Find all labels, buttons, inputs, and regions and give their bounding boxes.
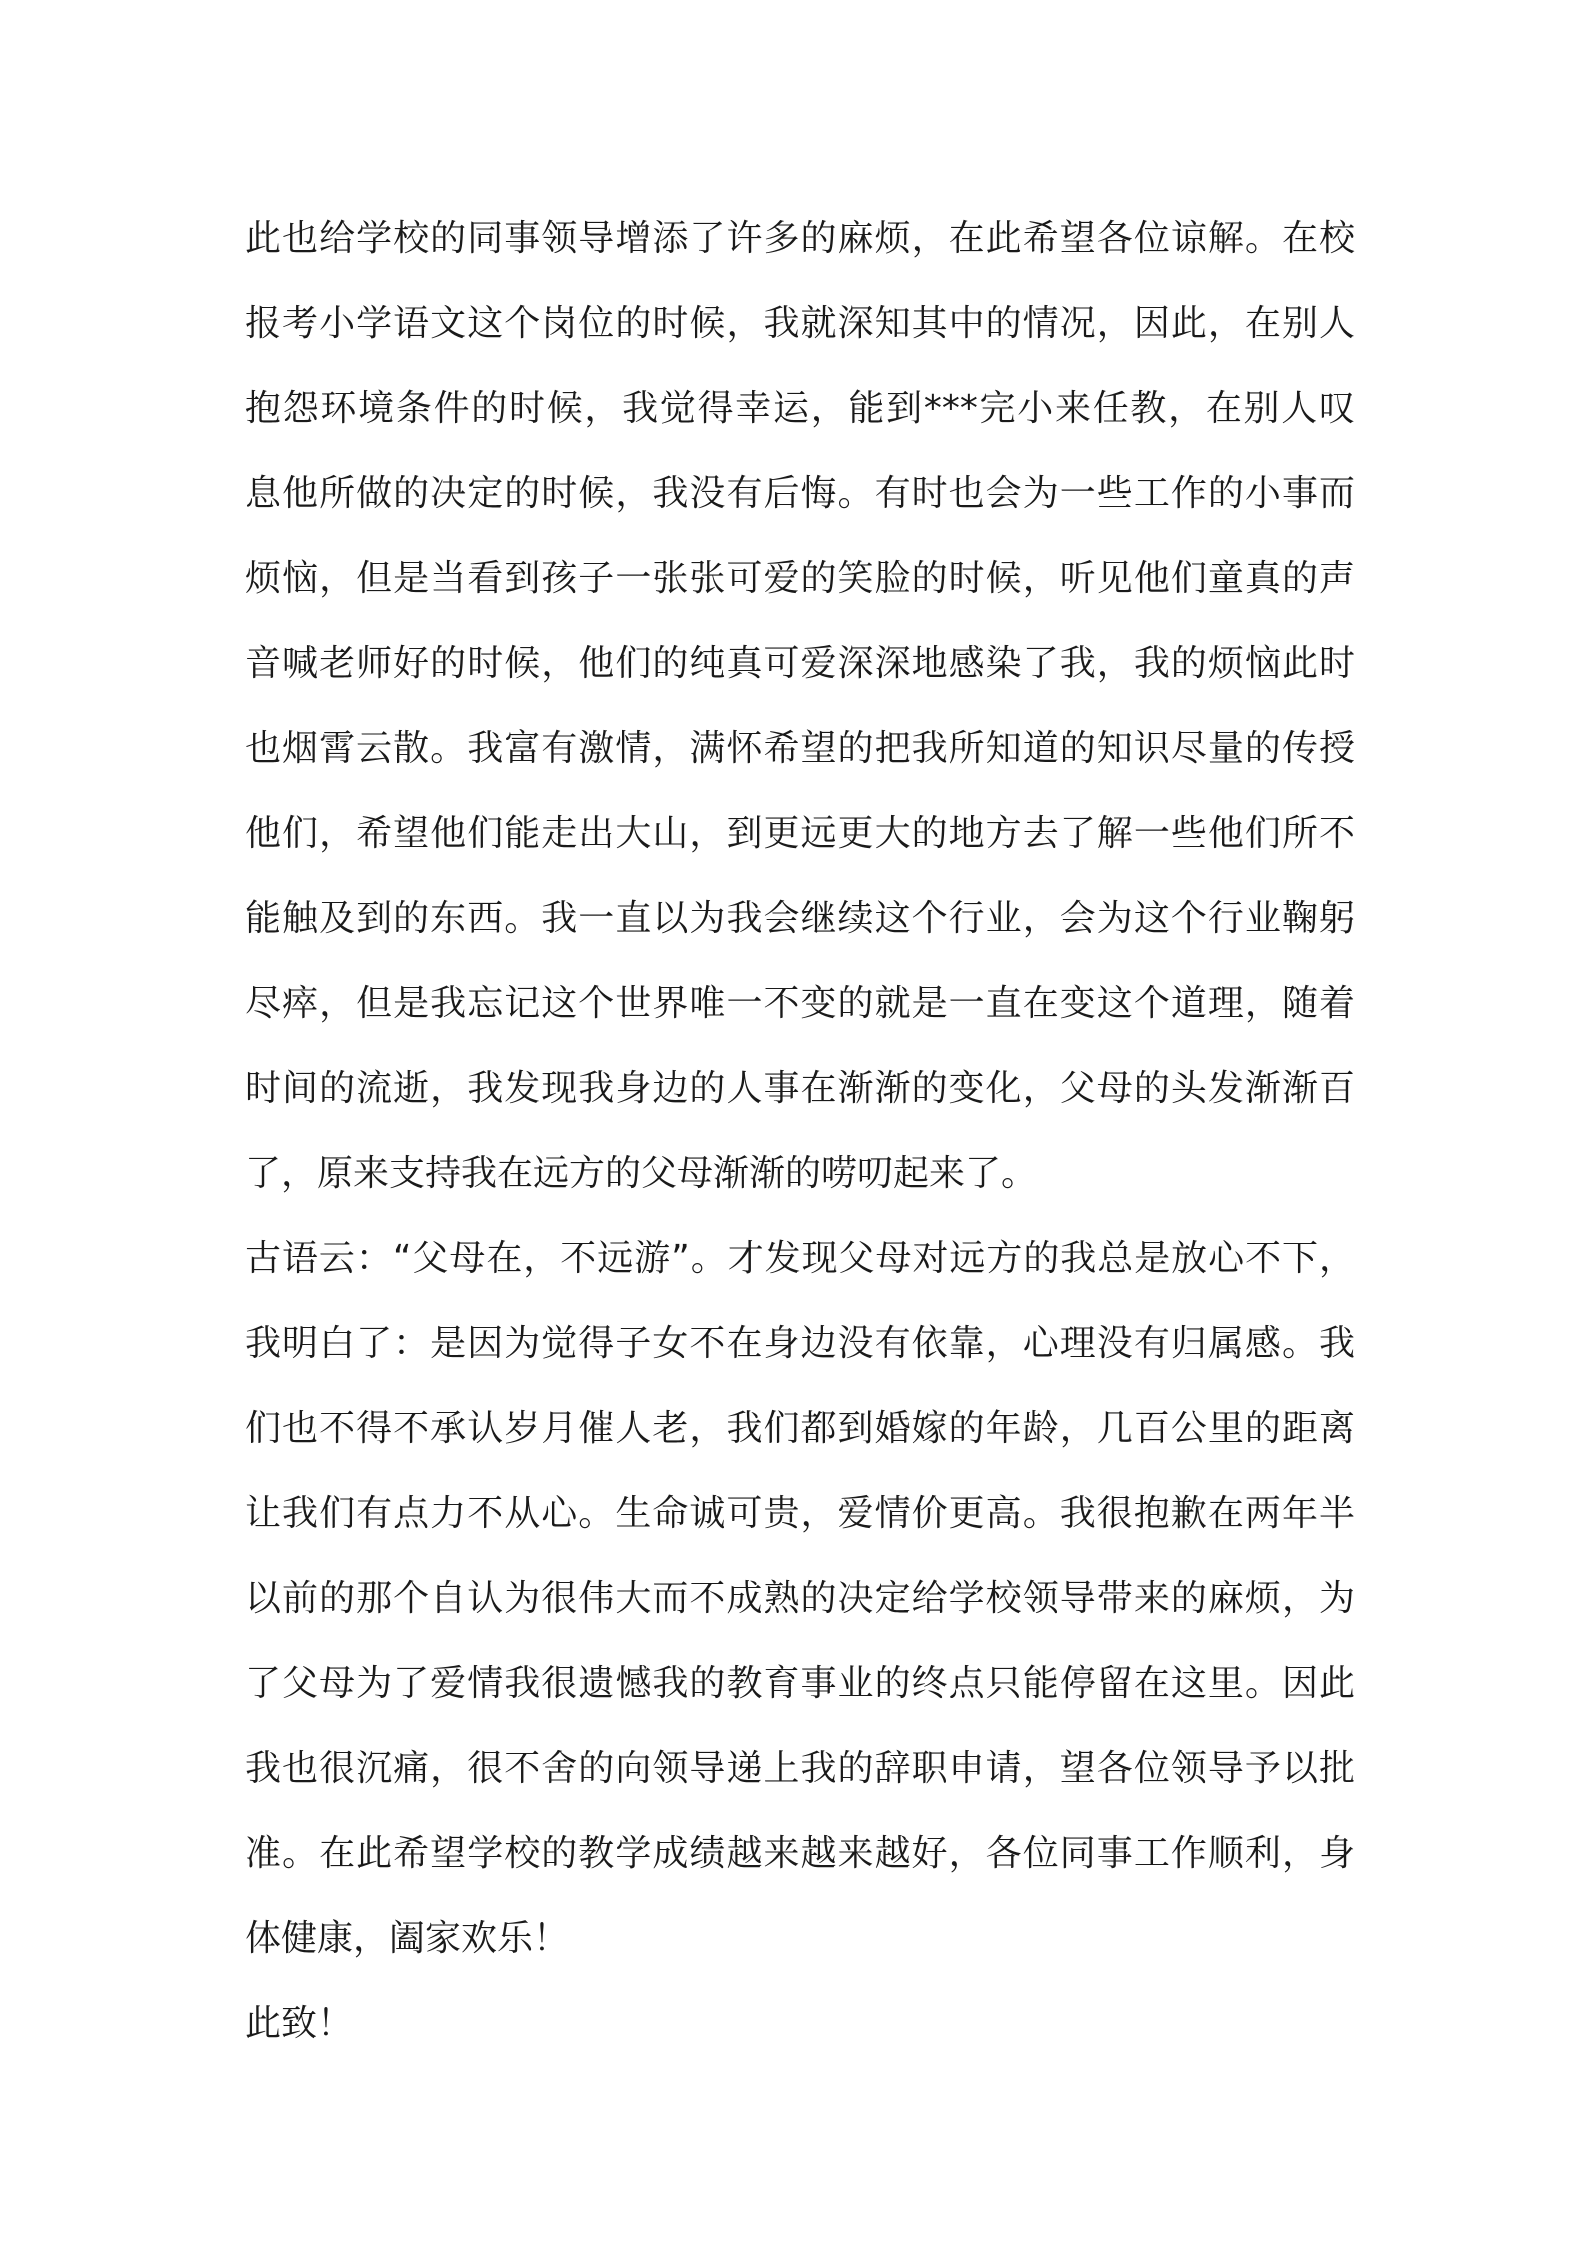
text-line: 了父母为了爱情我很遗憾我的教育事业的终点只能停留在这里。因此 xyxy=(245,1663,1355,1704)
text-line: 抱怨环境条件的时候，我觉得幸运，能到***完小来任教，在别人叹 xyxy=(245,388,1355,429)
text-line: 我也很沉痛，很不舍的向领导递上我的辞职申请，望各位领导予以批 xyxy=(245,1748,1355,1789)
text-line: 古语云：“父母在，不远游”。才发现父母对远方的我总是放心不下， xyxy=(245,1238,1355,1279)
text-line: 息他所做的决定的时候，我没有后悔。有时也会为一些工作的小事而 xyxy=(245,473,1355,514)
text-line: 体健康，阖家欢乐！ xyxy=(245,1918,570,1959)
text-line: 们也不得不承认岁月催人老，我们都到婚嫁的年龄，几百公里的距离 xyxy=(245,1408,1355,1449)
text-line: 我明白了：是因为觉得子女不在身边没有依靠，心理没有归属感。我 xyxy=(245,1323,1355,1364)
text-line: 他们，希望他们能走出大山，到更远更大的地方去了解一些他们所不 xyxy=(245,813,1355,854)
text-line: 报考小学语文这个岗位的时候，我就深知其中的情况，因此，在别人 xyxy=(245,303,1355,344)
closing-text: 此致！ xyxy=(245,2003,354,2044)
text-line: 烦恼，但是当看到孩子一张张可爱的笑脸的时候，听见他们童真的声 xyxy=(245,558,1355,599)
closing-salutation xyxy=(245,1981,1355,2066)
letter-body xyxy=(245,196,1355,2066)
text-line: 尽瘁，但是我忘记这个世界唯一不变的就是一直在变这个道理，随着 xyxy=(245,983,1355,1024)
paragraph-2 xyxy=(245,1216,1355,1981)
text-line: 时间的流逝，我发现我身边的人事在渐渐的变化，父母的头发渐渐百 xyxy=(245,1068,1355,1109)
text-line: 能触及到的东西。我一直以为我会继续这个行业，会为这个行业鞠躬 xyxy=(245,898,1355,939)
text-line: 让我们有点力不从心。生命诚可贵，爱情价更高。我很抱歉在两年半 xyxy=(245,1493,1355,1534)
text-line: 也烟霄云散。我富有激情，满怀希望的把我所知道的知识尽量的传授 xyxy=(245,728,1355,769)
text-line: 准。在此希望学校的教学成绩越来越来越好，各位同事工作顺利，身 xyxy=(245,1833,1355,1874)
text-line: 了，原来支持我在远方的父母渐渐的唠叨起来了。 xyxy=(245,1153,1038,1194)
paragraph-1 xyxy=(245,196,1355,1216)
text-line: 以前的那个自认为很伟大而不成熟的决定给学校领导带来的麻烦，为 xyxy=(245,1578,1355,1619)
text-line: 此也给学校的同事领导增添了许多的麻烦，在此希望各位谅解。在校 xyxy=(245,218,1355,259)
text-line: 音喊老师好的时候，他们的纯真可爱深深地感染了我，我的烦恼此时 xyxy=(245,643,1355,684)
